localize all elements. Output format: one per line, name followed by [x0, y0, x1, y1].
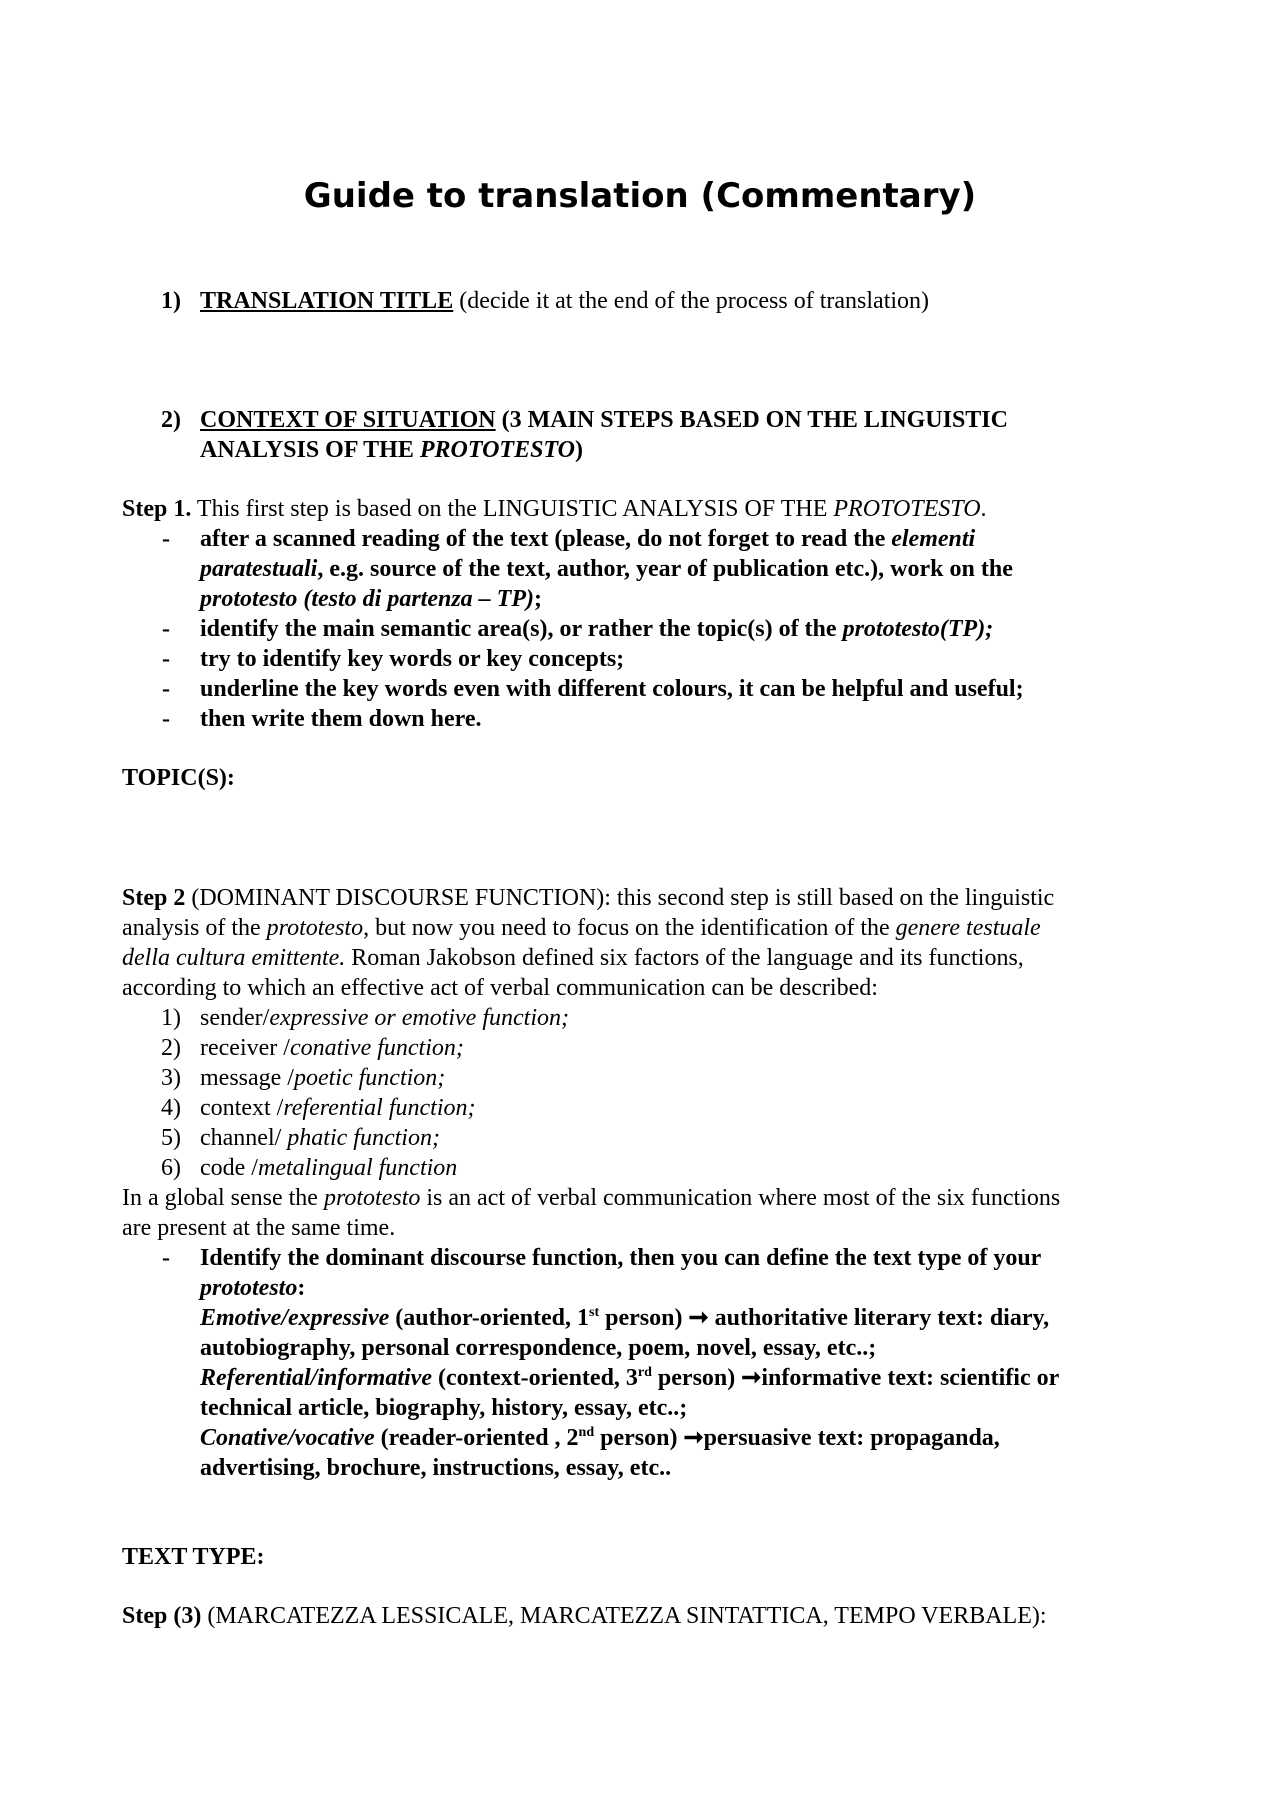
factor-number: 5) [161, 1125, 181, 1151]
bullet-text: prototesto(TP); [842, 616, 994, 642]
bullet-text: (context-oriented, 3 [431, 1365, 638, 1391]
step-1-text: . [980, 496, 987, 522]
function-name: Conative/vocative [200, 1425, 375, 1451]
bullet-text: elementi [891, 526, 976, 552]
section-2-number: 2) [161, 407, 181, 433]
factor-item [200, 1063, 445, 1093]
bullet-text: prototesto (testo di partenza – TP) [200, 586, 534, 612]
bullet-dash: - [162, 526, 170, 552]
step-2-line-2 [122, 913, 1041, 943]
section-2-text: ANALYSIS OF THE [200, 437, 420, 463]
step-1-bullet-1-line-1 [200, 524, 975, 554]
bullet-text: person) ➞informative text: scientific or [651, 1365, 1060, 1391]
section-2-text: ) [575, 437, 583, 463]
bullet-dash: - [162, 616, 170, 642]
emotive-line-1 [200, 1303, 1049, 1333]
bullet-text: : [297, 1275, 306, 1301]
factor-function: poetic function; [293, 1065, 446, 1091]
step-2-text: genere testuale [895, 915, 1041, 941]
bullet-text: after a scanned reading of the text (please, do not forget to read the [200, 526, 892, 552]
factor-item [200, 1153, 457, 1183]
factor-number: 2) [161, 1035, 181, 1061]
step-3-label: Step (3) [122, 1603, 202, 1629]
bullet-text: identify the main semantic area(s), or rather the topic(s) of the [200, 616, 843, 642]
step-2-text: prototesto [266, 915, 364, 941]
step-2-text: prototesto [323, 1185, 421, 1211]
step-1-bullet-1-line-2 [200, 554, 1013, 584]
step-2-line-4: according to which an effective act of verbal communication can be described: [122, 975, 878, 1001]
factor-name: sender/ [200, 1005, 270, 1031]
section-2-heading: CONTEXT OF SITUATION [200, 407, 496, 433]
section-1-heading: TRANSLATION TITLE [200, 288, 454, 314]
conative-line-2: advertising, brochure, instructions, essay, etc.. [200, 1455, 672, 1481]
factor-item [200, 1093, 476, 1123]
ordinal-suffix: rd [637, 1365, 652, 1380]
step-1-label: Step 1. [122, 496, 192, 522]
bullet-text: , e.g. source of the text, author, year of publication etc.), work on the [317, 556, 1013, 582]
ordinal-suffix: st [589, 1305, 600, 1320]
step-2-text: is an act of verbal communication where most of the six functions [420, 1185, 1061, 1211]
factor-name: context / [200, 1095, 284, 1121]
step-2-text: (DOMINANT DISCOURSE FUNCTION): this second step is still based on the linguistic [185, 885, 1055, 911]
identify-line-1: Identify the dominant discourse function, then you can define the text type of your [200, 1245, 1042, 1271]
bullet-text: prototesto [200, 1275, 298, 1301]
section-2-text: PROTOTESTO [419, 437, 575, 463]
section-2-line-2 [200, 435, 583, 465]
referential-line-1 [200, 1363, 1059, 1393]
step-1-bullet-1-line-3 [200, 584, 542, 614]
step-2-global-line-2: are present at the same time. [122, 1215, 396, 1241]
bullet-text: ; [533, 586, 542, 612]
step-1-bullet-3: try to identify key words or key concepts; [200, 646, 625, 672]
section-2-line-1 [200, 405, 1008, 435]
factor-number: 1) [161, 1005, 181, 1031]
step-3-text: (MARCATEZZA LESSICALE, MARCATEZZA SINTATTICA, TEMPO VERBALE): [201, 1603, 1047, 1629]
section-1-number: 1) [161, 288, 181, 314]
bullet-text: (author-oriented, 1 [389, 1305, 590, 1331]
factor-function: referential function; [283, 1095, 476, 1121]
factor-name: message / [200, 1065, 294, 1091]
factor-name: receiver / [200, 1035, 290, 1061]
bullet-text: paratestuali [200, 556, 318, 582]
section-1-note: (decide it at the end of the process of translation) [453, 288, 930, 314]
bullet-dash: - [162, 646, 170, 672]
factor-number: 3) [161, 1065, 181, 1091]
function-name: Emotive/expressive [200, 1305, 390, 1331]
factor-function: phatic function; [287, 1125, 440, 1151]
factor-function: metalingual function [257, 1155, 458, 1181]
step-1-bullet-5: then write them down here. [200, 706, 482, 732]
step-2-global-line-1 [122, 1183, 1060, 1213]
text-type-label: TEXT TYPE: [122, 1544, 265, 1570]
bullet-text: (reader-oriented , 2 [374, 1425, 579, 1451]
factor-function: conative function; [289, 1035, 464, 1061]
step-1-intro [122, 494, 987, 524]
step-2-text: In a global sense the [122, 1185, 324, 1211]
emotive-line-2: autobiography, personal correspondence, poem, novel, essay, etc..; [200, 1335, 877, 1361]
step-2-line-3 [122, 943, 1024, 973]
step-1-bullet-4: underline the key words even with different colours, it can be helpful and useful; [200, 676, 1024, 702]
factor-number: 4) [161, 1095, 181, 1121]
identify-line-2 [200, 1273, 305, 1303]
function-name: Referential/informative [200, 1365, 432, 1391]
factor-number: 6) [161, 1155, 181, 1181]
step-1-text: This first step is based on the LINGUISTIC ANALYSIS OF THE [191, 496, 834, 522]
factor-name: channel/ [200, 1125, 288, 1151]
step-2-label: Step 2 [122, 885, 186, 911]
referential-line-2: technical article, biography, history, essay, etc..; [200, 1395, 688, 1421]
ordinal-suffix: nd [578, 1425, 595, 1440]
bullet-dash: - [162, 676, 170, 702]
factor-function: expressive or emotive function; [269, 1005, 569, 1031]
step-1-bullet-2 [200, 614, 993, 644]
step-2-line-1 [122, 883, 1054, 913]
bullet-dash: - [162, 1245, 170, 1271]
step-2-text: analysis of the [122, 915, 267, 941]
factor-item [200, 1003, 569, 1033]
step-3-line [122, 1601, 1047, 1631]
page-title: Guide to translation (Commentary) [303, 176, 977, 216]
bullet-text: person) ➞persuasive text: propaganda, [594, 1425, 1000, 1451]
topics-label: TOPIC(S): [122, 765, 235, 791]
factor-item [200, 1123, 440, 1153]
bullet-text: person) ➞ authoritative literary text: diary, [599, 1305, 1050, 1331]
step-2-text: Roman Jakobson defined six factors of the language and its functions, [345, 945, 1024, 971]
factor-name: code / [200, 1155, 258, 1181]
section-2-text: (3 MAIN STEPS BASED ON THE LINGUISTIC [495, 407, 1008, 433]
conative-line-1 [200, 1423, 1000, 1453]
section-1-line [200, 286, 929, 316]
factor-item [200, 1033, 464, 1063]
step-2-text: , but now you need to focus on the identification of the [363, 915, 896, 941]
step-1-text: PROTOTESTO [833, 496, 981, 522]
bullet-dash: - [162, 706, 170, 732]
step-2-text: della cultura emittente. [122, 945, 346, 971]
